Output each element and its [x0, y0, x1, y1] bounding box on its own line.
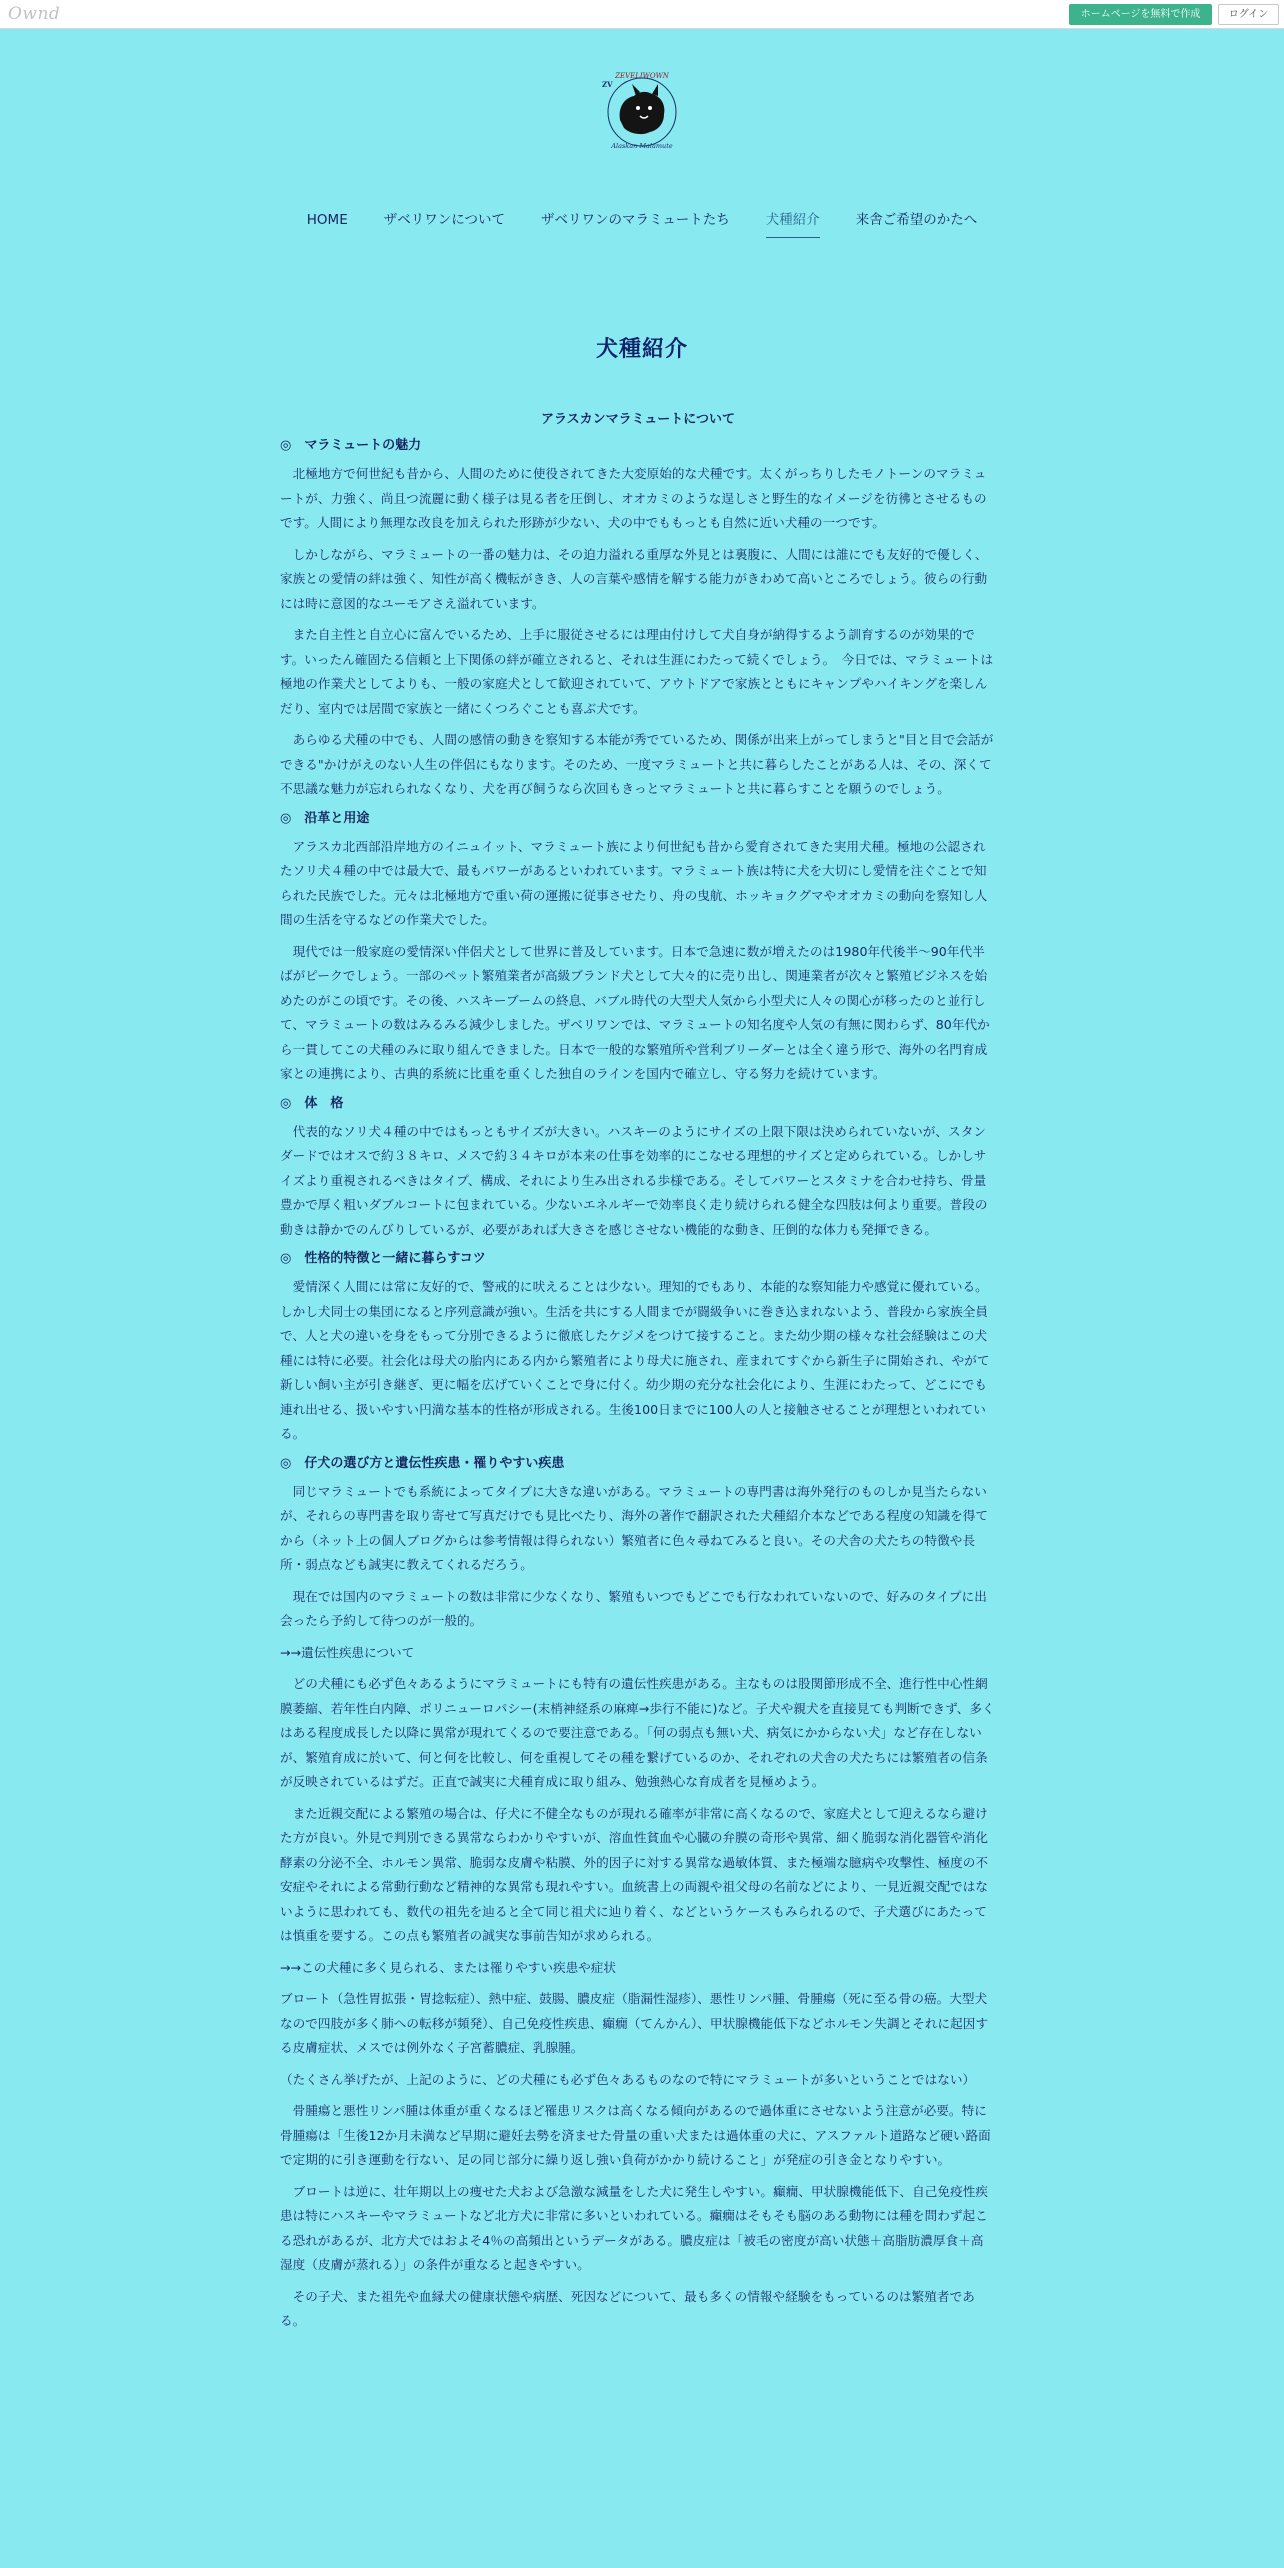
nav-malamutes[interactable]: ザベリワンのマラミュートたち — [540, 212, 730, 228]
top-bar — [0, 0, 1284, 29]
paragraph: アラスカ北西部沿岸地方のイニュイット、マラミュート族により何世紀も昔から愛育されてきた実用犬種。極地の公認されたソリ犬４種の中では最大で、最もパワーがあるといわれています。マラミュート族は特に犬を大切にし愛情を注ぐことで知られた民族でした。元々は北極地方で重い荷の運搬に従事させたり、舟の曳航、ホッキョクグマやオオカミの動向を察知し人間の生活を守るなどの作業犬でした。 — [280, 838, 988, 927]
paragraph: 北極地方で何世紀も昔から、人間のために使役されてきた大変原始的な犬種です。太くがっちりしたモノトーンのマラミュートが、力強く、尚且つ流麗に動く様子は見る者を圧倒し、オオカミのような逞しさと野生的なイメージを彷彿とさせるものです。人間により無理な改良を加えられた形跡が少ない、犬の中でももっとも自然に近い犬種の一つです。 — [280, 466, 987, 530]
nav-breed-intro[interactable]: 犬種紹介 — [748, 208, 838, 238]
nav-home[interactable]: HOME — [306, 212, 348, 228]
ownd-logo[interactable]: Ownd — [8, 4, 61, 24]
section-heading-history: ◎ 沿革と用途 — [280, 810, 370, 826]
paragraph: その子犬、また祖先や血縁犬の健康状態や病歴、死因などについて、最も多くの情報や経験をもっているのは繁殖者である。 — [280, 2288, 975, 2328]
paragraph: 現代では一般家庭の愛情深い伴侶犬として世界に普及しています。日本で急速に数が増えたのは1980年代後半～90年代半ばがピークでしょう。一部のペット繁殖業者が高級ブランド犬として大々的に売り出し、関連業者が次々と繁殖ビジネスを始めたのがこの頃です。その後、ハスキーブームの終息、バブル時代の大型犬人気から小型犬に人々の関心が移ったのと並行して、マラミュートの数はみるみる減少しました。ザベリワンでは、マラミュートの知名度や人気の有無に関わらず、80年代から一貫してこの犬種のみに取り組んできました。日本で一般的な繁殖所や営利ブリーダーとは全く違う形で、海外の名門育成家との連携により、古典的系統に比重を重くした独自のラインを国内で確立し、守る努力を続けています。 — [280, 943, 990, 1081]
paragraph: 現在では国内のマラミュートの数は非常に少なくなり、繁殖もいつでもどこでも行なわれていないので、好みのタイプに出会ったら予約して待つのが一般的。 — [280, 1588, 987, 1628]
nav-visit[interactable]: 来舎ご希望のかたへ — [855, 212, 978, 228]
paragraph: 代表的なソリ犬４種の中ではもっともサイズが大きい。ハスキーのようにサイズの上限下限は決められていないが、スタンダードではオスで約３８キロ、メスで約３４キロが本来の仕事を効率的にこなせる理想的サイズと定められている。しかしサイズより重視されるべきはタイプ、構成、それにより生み出される歩様である。そしてパワーとスタミナを合わせ持ち、骨量豊かで厚く粗いダブルコートに包まれている。少ないエネルギーで効率良く走り続けられる健全な四肢は何より重要。普段の動きは静かでのんびりしているが、必要があれば大きさを感じさせない機能的な動き、圧倒的な体力も発揮できる。 — [280, 1123, 988, 1237]
paragraph: ブロート（急性胃拡張・胃捻転症）、熱中症、鼓腸、膿皮症（脂漏性湿疹）、悪性リンパ腫、骨腫瘍（死に至る骨の癌。大型犬なので四肢が多く肺への転移が頻発）、自己免疫性疾患、癲癇（てんかん）、甲状腺機能低下などホルモン失調とそれに起因する皮膚症状、メスでは例外なく子宮蓄膿症、乳腺腫。 — [280, 1991, 989, 2055]
paragraph: ブロートは逆に、壮年期以上の痩せた犬および急激な減量をした犬に発生しやすい。癲癇、甲状腺機能低下、自己免疫性疾患は特にハスキーやマラミュートなど北方犬に非常に多いといわれている。癲癇はそもそも脳のある動物には種を問わず起こる恐れがあるが、北方犬ではおよそ4％の高頻出というデータがある。膿皮症は「被毛の密度が高い状態＋高脂肪濃厚食＋高湿度（皮膚が蒸れる）」の条件が重なると起きやすい。 — [280, 2183, 988, 2272]
section-heading-temperament: ◎ 性格的特徴と一緒に暮らすコツ — [280, 1251, 486, 1266]
paragraph: 同じマラミュートでも系統によってタイプに大きな違いがある。マラミュートの専門書は海外発行のものしか見当たらないが、それらの専門書を取り寄せて写真だけでも見比べたり、海外の著作で翻訳された犬種紹介本などである程度の知識を得てから（ネット上の個人ブログからは参考情報は得られない）繁殖者に色々尋ねてみると良い。その犬舎の犬たちの特徴や長所・弱点なども誠実に教えてくれるだろう。 — [280, 1483, 989, 1572]
subheading-hereditary: →→遺伝性疾患について — [280, 1644, 415, 1660]
section-heading-physique: ◎ 体 格 — [280, 1095, 344, 1111]
paragraph: 愛情深く人間には常に友好的で、警戒的に吠えることは少ない。理知的でもあり、本能的な察知能力や感覚に優れている。しかし犬同士の集団になると序列意識が強い。生活を共にする人間までが闘級争いに巻き込まれないよう、普段から家族全員で、人と犬の違いを身をもって分別できるように徹底したケジメをつけて接すること。また幼少期の様々な社会経験はこの犬種には特に必要。社会化は母犬の胎内にある内から繁殖者により母犬に施され、産まれてすぐから新生子に開始され、やがて新しい飼い主が引き継ぎ、更に幅を広げていくことで身に付く。幼少期の充分な社会化により、生涯にわたって、どこにでも連れ出せる、扱いやすい円満な基本的性格が形成される。生後100日までに100人の人と接触させることが理想といわれている。 — [280, 1279, 990, 1441]
article-body — [280, 408, 996, 2341]
logo-bottom-text: Alaskan Malamute — [611, 142, 673, 150]
paragraph: しかしながら、マラミュートの一番の魅力は、その迫力溢れる重厚な外見とは裏腹に、人間には誰にでも友好的で優しく、家族との愛情の絆は強く、知性が高く機転がきき、人の言葉や感情を解する能力がきわめて高いところでしょう。彼らの行動には時に意図的なユーモアさえ溢れています。 — [280, 546, 988, 611]
malamute-logo-icon — [602, 70, 682, 152]
paragraph: また近親交配による繁殖の場合は、仔犬に不健全なものが現れる確率が非常に高くなるので、家庭犬として迎えるなら避けた方が良い。外見で判別できる異常ならわかりやすいが、溶血性貧血や心臓の弁膜の奇形や異常、細く脆弱な消化器管や消化酵素の分泌不全、ホルモン異常、脆弱な皮膚や粘膜、外的因子に対する異常な過敏体質、また極端な臆病や攻撃性、極度の不安症やそれによる常動行動など精神的な異常も現れやすい。血統書上の両親や祖父母の名前などにより、一見近親交配ではないように思われても、数代の祖先を辿ると全て同じ祖犬に辿り着く、などというケースもみられるので、子犬選びにあたっては慎重を要する。この点も繁殖者の誠実な事前告知が求められる。 — [280, 1805, 989, 1943]
nav-about[interactable]: ザベリワンについて — [383, 212, 505, 228]
paragraph: どの犬種にも必ず色々あるようにマラミュートにも特有の遺伝性疾患がある。主なものは股関節形成不全、進行性中心性網膜萎縮、若年性白内障、ポリニューロパシー(末梢神経系の麻痺→歩行不能に)など。子犬や親犬を直接見ても判断できず、多くはある程度成長した以降に異常が現れてくるので要注意である。「何の弱点も無い犬、病気にかからない犬」など存在しないが、繁殖育成に於いて、何と何を比較し、何を重視してその種を繋げているのか、それぞれの犬舎の犬たちには繁殖者の信条が反映されているはずだ。正直で誠実に犬種育成に取り組み、勉強熱心な育成者を見極めよう。 — [280, 1676, 995, 1789]
paragraph: （たくさん挙げたが、上記のように、どの犬種にも必ず色々あるものなので特にマラミュートが多いということではない） — [280, 2071, 976, 2087]
main-nav — [0, 208, 1284, 238]
subheading-common-diseases: →→この犬種に多く見られる、または罹りやすい疾患や症状 — [280, 1959, 616, 1975]
login-button[interactable]: ログイン — [1218, 4, 1279, 25]
section-heading-health: ◎ 仔犬の選び方と遺伝性疾患・罹りやすい疾患 — [280, 1455, 565, 1471]
logo-top-text: ZEVELIWOWN — [615, 72, 669, 80]
paragraph: 骨腫瘍と悪性リンパ腫は体重が重くなるほど罹患リスクは高くなる傾向があるので過体重にさせないよう注意が必要。特に骨腫瘍は「生後12か月未満など早期に避妊去勢を済ませた骨量の重い犬または過体重の犬に、アスファルト道路など硬い路面で定期的に引き運動を行ない、足の同じ部分に繰り返し強い負荷がかかり続けること」が発症の引き金となりやすい。 — [280, 2103, 991, 2167]
article-subtitle: アラスカンマラミュートについて — [540, 412, 736, 427]
site-logo[interactable] — [602, 70, 682, 152]
paragraph: また自主性と自立心に富んでいるため、上手に服従させるには理由付けして犬自身が納得するよう訓育するのが効果的です。いったん確固たる信頼と上下関係の絆が確立されると、それは生涯にわたって続くでしょう。 今日では、マラミュートは極地の作業犬としてよりも、一般の家庭犬として歓迎されていて、アウトドアで家族とともにキャンプやハイキングを楽しんだり、室内では居間で家族と一緒にくつろぐことも喜ぶ犬です。 — [280, 627, 994, 716]
logo-badge-text: ZV — [602, 80, 613, 89]
create-homepage-button[interactable]: ホームページを無料で作成 — [1069, 4, 1212, 25]
page-title: 犬種紹介 — [595, 337, 688, 362]
section-heading-charm: ◎ マラミュートの魅力 — [280, 438, 422, 453]
paragraph: あらゆる犬種の中でも、人間の感情の動きを察知する本能が秀でているため、関係が出来上がってしまうと"目と目で会話ができる"かけがえのない人生の伴侶にもなります。そのため、一度マラミュートと共に暮らしたことがある人は、その、深くて不思議な魅力が忘れられなくなり、犬を再び飼うなら次回もきっとマラミュートと共に暮らすことを願うのでしょう。 — [280, 732, 994, 796]
